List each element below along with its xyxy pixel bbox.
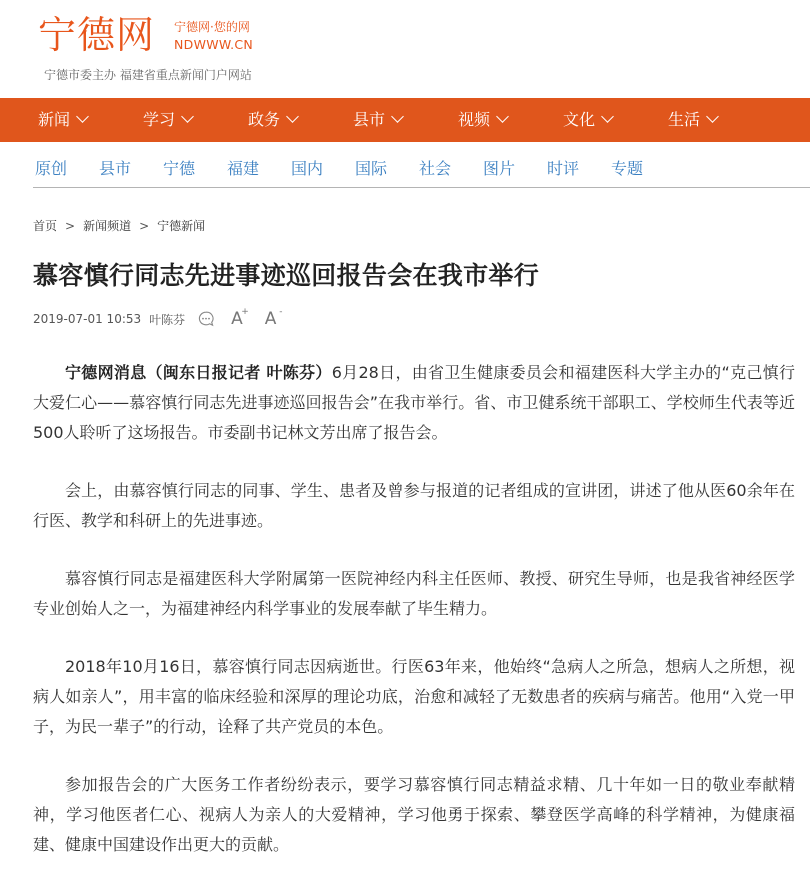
article-paragraph: 宁德网消息（闽东日报记者 叶陈芬）6月28日，由省卫生健康委员会和福建医科大学主办的“克己慎行 大爱仁心——慕容慎行同志先进事迹巡回报告会”在我市举行。省、市卫健系统干部职工、学校师生代表等近500人聆听了这场报告。市委副书记林文芳出席了报告会。 (33, 363, 795, 442)
main-nav-label: 视频 (458, 110, 491, 129)
article-paragraph: 参加报告会的广大医务工作者纷纷表示，要学习慕容慎行同志精益求精、几十年如一日的敬业奉献精神，学习他医者仁心、视病人为亲人的大爱精神，学习他勇于探索、攀登医学高峰的科学精神，为健康福建、健康中国建设作出更大的贡献。 (33, 775, 795, 854)
main-nav-label: 县市 (353, 110, 386, 129)
breadcrumb-news-channel[interactable]: 新闻频道 (83, 219, 132, 233)
site-tagline: 宁德市委主办 福建省重点新闻门户网站 (44, 68, 252, 82)
site-header (0, 0, 810, 98)
article-datetime: 2019-07-01 10:53 (33, 312, 142, 326)
logo-domain: NDWWW.CN (174, 37, 254, 52)
article-body (33, 358, 795, 888)
chevron-down-icon (496, 110, 509, 123)
main-nav-item-study[interactable] (143, 98, 192, 142)
chevron-down-icon (286, 110, 299, 123)
site-logo[interactable]: 宁德网 (38, 13, 156, 57)
sub-nav-item-topics[interactable]: 专题 (611, 159, 644, 178)
nav-divider (33, 187, 810, 188)
article-author: 叶陈芬 (149, 312, 186, 327)
main-nav-item-counties[interactable] (353, 98, 402, 142)
main-nav-item-news[interactable] (38, 98, 87, 142)
sub-nav-item-international[interactable]: 国际 (355, 159, 388, 178)
main-nav-item-video[interactable] (458, 98, 507, 142)
article-paragraph: 慕容慎行同志是福建医科大学附属第一医院神经内科主任医师、教授、研究生导师，也是我省神经医学专业创始人之一，为福建神经内科学事业的发展奉献了毕生精力。 (33, 569, 795, 618)
sub-nav-item-photos[interactable]: 图片 (483, 159, 516, 178)
main-nav-label: 新闻 (38, 110, 71, 129)
article-meta (33, 307, 283, 329)
sub-nav (0, 142, 810, 188)
chevron-down-icon (601, 110, 614, 123)
article-lead: 宁德网消息（闽东日报记者 叶陈芬） (65, 363, 332, 382)
sub-nav-item-original[interactable]: 原创 (35, 159, 68, 178)
main-nav-label: 政务 (248, 110, 281, 129)
article-paragraph: 会上，由慕容慎行同志的同事、学生、患者及曾参与报道的记者组成的宣讲团，讲述了他从医60余年在行医、教学和科研上的先进事迹。 (33, 481, 795, 530)
sub-nav-item-commentary[interactable]: 时评 (547, 159, 580, 178)
logo-slogan: 宁德网·您的网 (174, 20, 250, 34)
main-nav-item-life[interactable] (668, 98, 717, 142)
font-decrease-icon[interactable]: A - (264, 307, 283, 329)
chevron-down-icon (706, 110, 719, 123)
comment-icon[interactable] (197, 310, 215, 328)
sub-nav-item-society[interactable]: 社会 (419, 159, 452, 178)
main-nav-label: 学习 (143, 110, 176, 129)
main-nav (0, 98, 810, 142)
sub-nav-item-counties[interactable]: 县市 (99, 159, 132, 178)
article-paragraph: 2018年10月16日，慕容慎行同志因病逝世。行医63年来，他始终“急病人之所急，想病人之所想，视病人如亲人”，用丰富的临床经验和深厚的理论功底，治愈和减轻了无数患者的疾病与痛苦。他用“入党一甲子，为民一辈子”的行动，诠释了共产党员的本色。 (33, 657, 795, 736)
chevron-down-icon (76, 110, 89, 123)
main-nav-label: 生活 (668, 110, 701, 129)
main-nav-label: 文化 (563, 110, 596, 129)
font-increase-icon[interactable]: A + (231, 307, 249, 329)
chevron-right-icon: > (65, 219, 76, 233)
breadcrumb (33, 217, 205, 234)
sub-nav-item-domestic[interactable]: 国内 (291, 159, 324, 178)
breadcrumb-ningde-news[interactable]: 宁德新闻 (157, 219, 206, 233)
chevron-down-icon (391, 110, 404, 123)
main-nav-item-culture[interactable] (563, 98, 612, 142)
sub-nav-item-fujian[interactable]: 福建 (227, 159, 260, 178)
main-nav-item-government[interactable] (248, 98, 297, 142)
breadcrumb-home[interactable]: 首页 (33, 219, 58, 233)
article-title: 慕容慎行同志先进事迹巡回报告会在我市举行 (33, 261, 540, 290)
chevron-right-icon: > (139, 219, 150, 233)
logo-slogan-block (174, 18, 253, 54)
sub-nav-item-ningde[interactable]: 宁德 (163, 159, 196, 178)
chevron-down-icon (181, 110, 194, 123)
